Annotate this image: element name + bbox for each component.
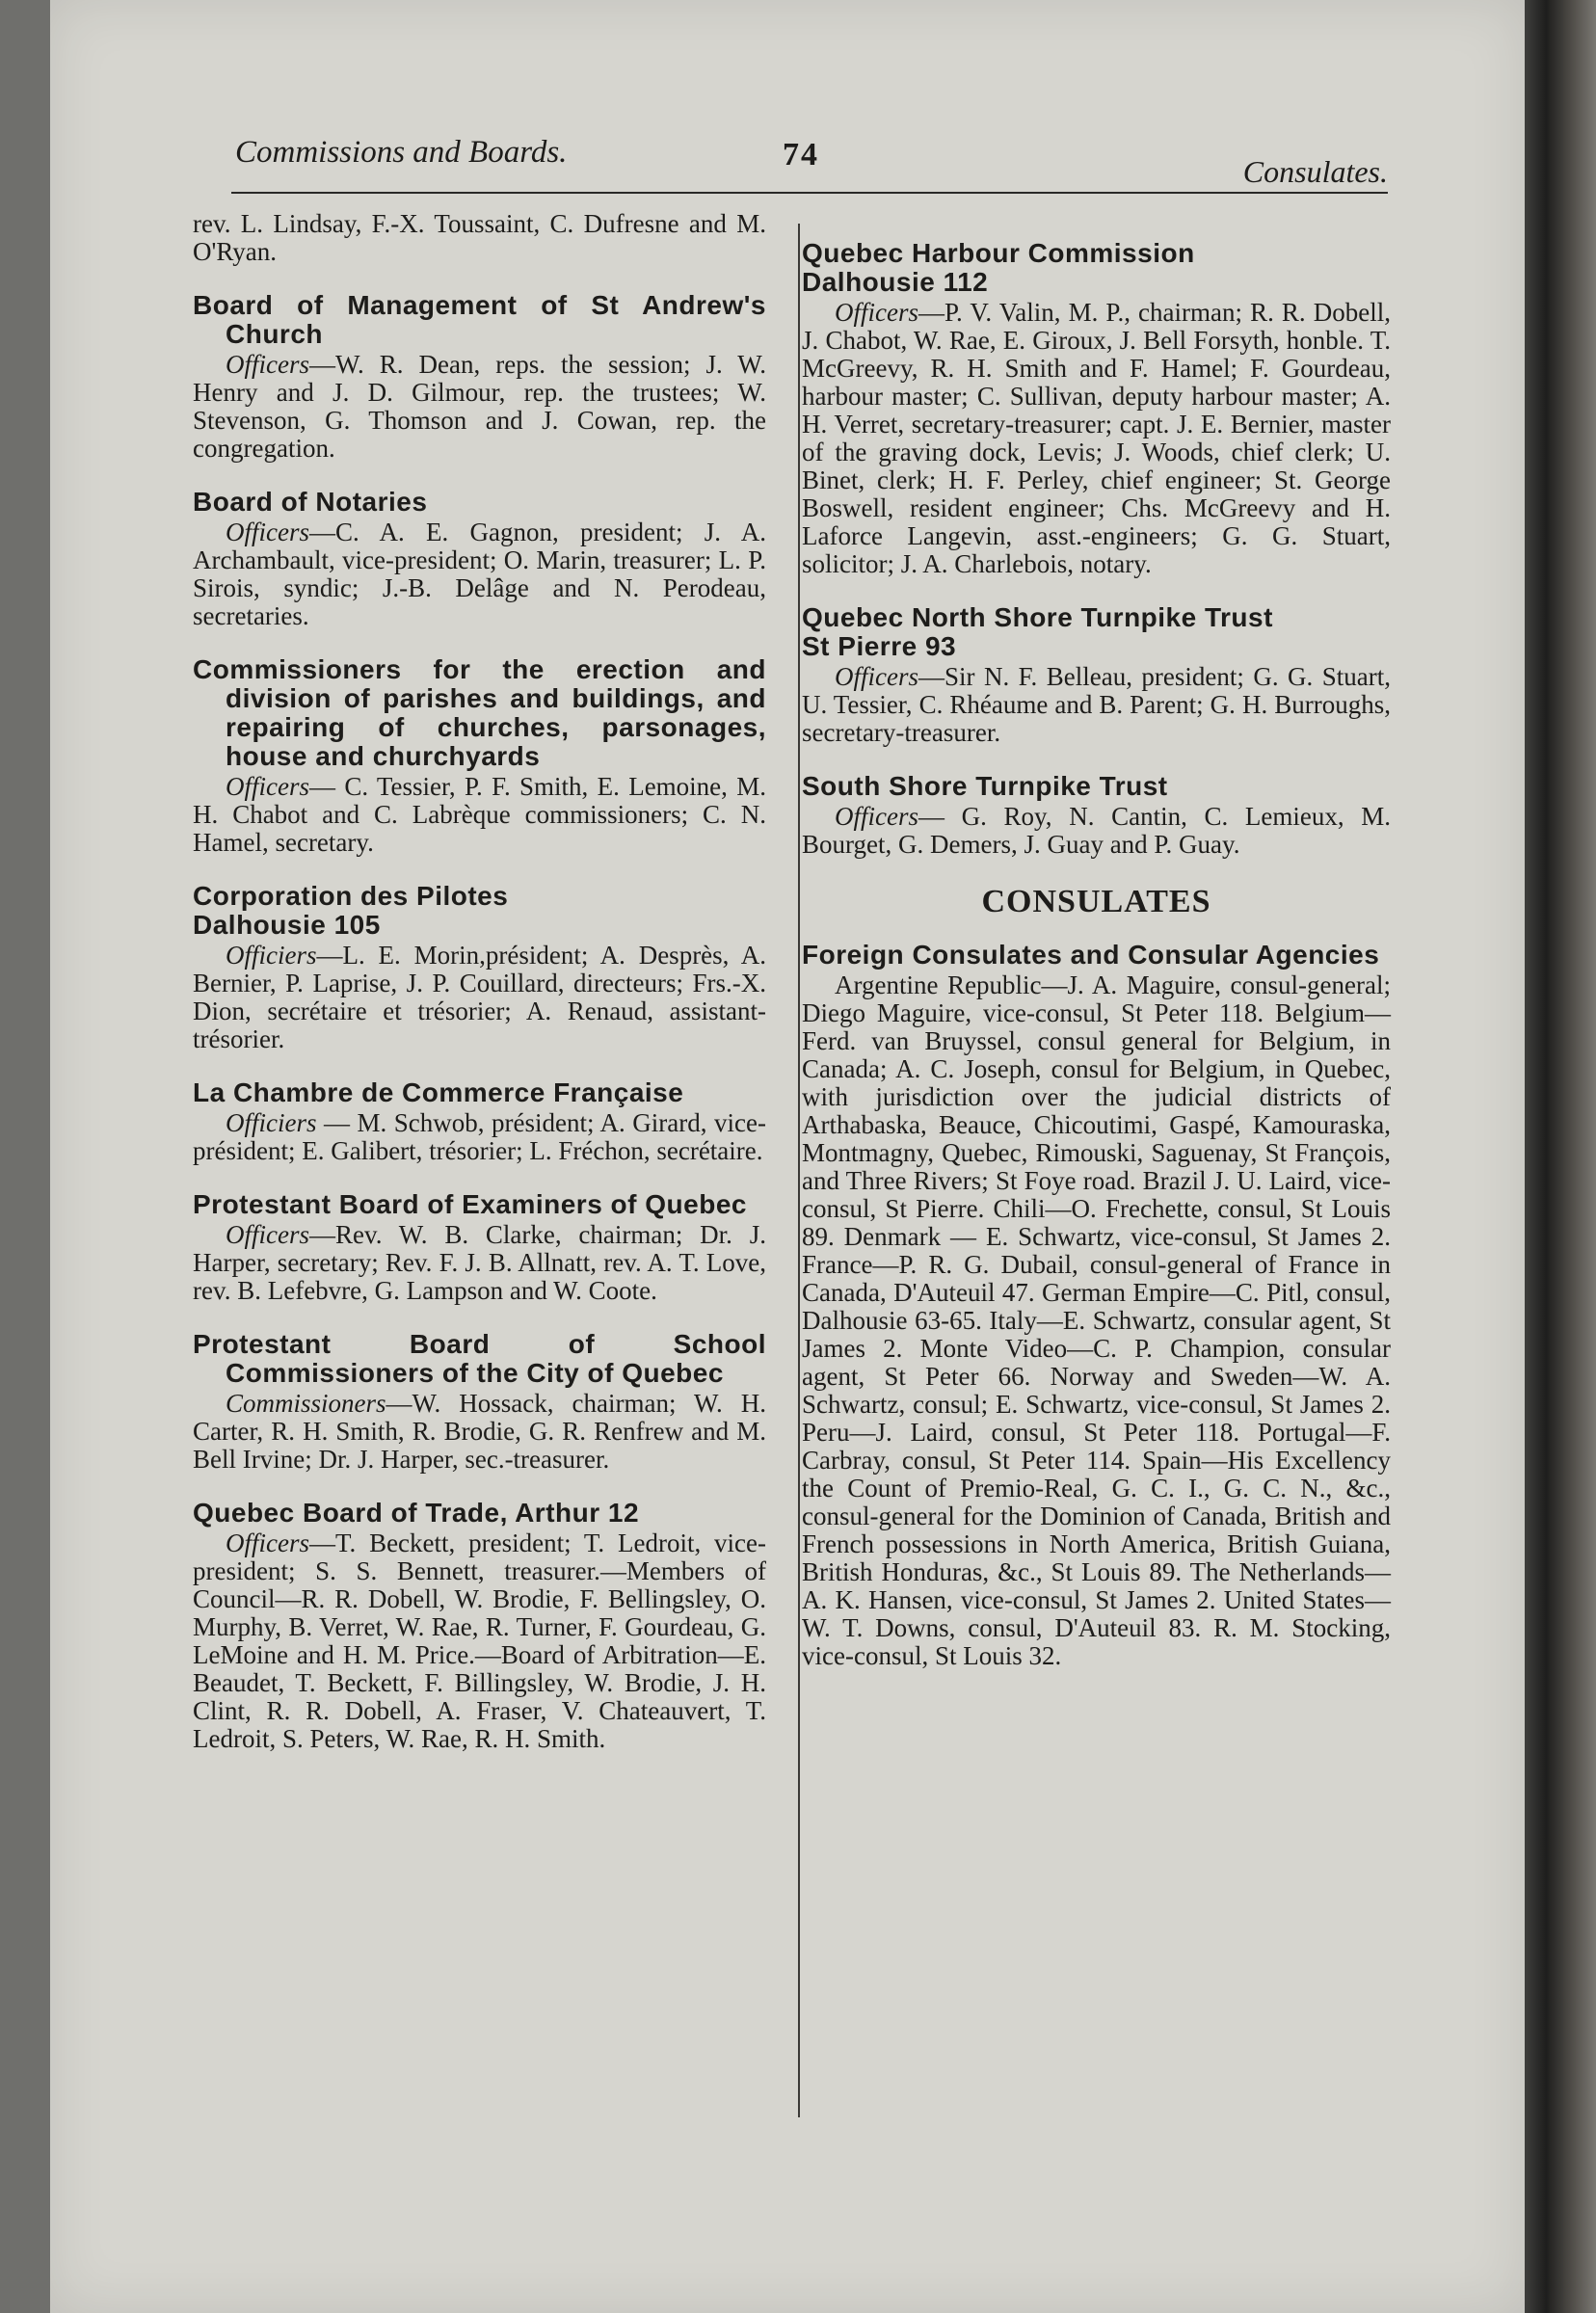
entry-label: Officiers <box>226 1108 317 1137</box>
entry-title: Board of Notaries <box>193 487 428 517</box>
entry-text: —L. E. Morin,président; A. Desprès, A. Bernier, P. Laprise, J. P. Couillard, directeurs; Frs.-X. Dion, secrétaire et trésorier; A. Renaud, assistant-trésorier. <box>193 941 766 1053</box>
entry-label: Officers <box>226 772 309 801</box>
entry-heading <box>802 772 1391 801</box>
entry-body <box>802 663 1391 747</box>
entry <box>193 291 766 463</box>
entry-body <box>193 1529 766 1753</box>
entry-title: Protestant Board of Examiners of Quebec <box>193 1189 747 1219</box>
left-column <box>193 210 766 1778</box>
consulates-text: Argentine Republic—J. A. Maguire, consul-general; Diego Maguire, vice-consul, St Peter 118. Belgium—Ferd. van Bruyssel, consul general for Belgium, in Canada; A. C. Joseph, consul for Belgium, in Quebec, with jurisdiction over the judicial districts of Arthabaska, Beauce, Chicoutimi, Gaspé, Kamouraska, Montmagny, Quebec, Rimouski, Saguenay, St François, and Three Rivers; St Foye road. Brazil J. U. Laird, vice-consul, St Pierre. Chili—O. Frechette, consul, St Louis 89. Denmark — E. Schwartz, vice-consul, St James 2. France—P. R. G. Dubail, consul-general of France in Canada, D'Auteuil 47. German Empire—C. Pitl, consul, Dalhousie 63-65. Italy—E. Schwartz, consular agent, St James 2. Monte Video—C. P. Champion, consular agent, St Peter 66. Norway and Sweden—W. A. Schwartz, consul; E. Schwartz, vice-consul, St James 2. Peru—J. Laird, consul, St Peter 118. Portugal—F. Carbray, consul, St Peter 114. Spain—His Excellency the Count of Premio-Real, G. C. I., G. C. N., &c., consul-general for the Dominion of Canada, British and French possessions in North America, British Guiana, British Honduras, &c., St Louis 89. The Netherlands—A. K. Hansen, vice-consul, St James 2. United States—W. T. Downs, consul, D'Auteuil 83. R. M. Stocking, vice-consul, St Louis 32. <box>802 970 1391 1670</box>
entry-title: Corporation des Pilotes <box>193 881 509 911</box>
continuation-text: rev. L. Lindsay, F.-X. Toussaint, C. Dufresne and M. O'Ryan. <box>193 209 766 266</box>
entry-text: — M. Schwob, président; A. Girard, vice-président; E. Galibert, trésorier; L. Fréchon, secrétaire. <box>193 1108 766 1165</box>
entry-heading <box>193 655 766 771</box>
entry-title: Board of Management of St Andrew's Church <box>193 290 766 349</box>
entry-heading <box>802 603 1391 661</box>
entry-title: Quebec North Shore Turnpike Trust <box>802 602 1273 632</box>
entry-label: Officers <box>835 662 918 691</box>
entry-address: Dalhousie 105 <box>193 910 381 940</box>
entry <box>802 239 1391 578</box>
entry <box>802 603 1391 747</box>
entry-text: — G. Roy, N. Cantin, C. Lemieux, M. Bourget, G. Demers, J. Guay and P. Guay. <box>802 802 1391 859</box>
entry-body <box>193 942 766 1053</box>
entry-label: Officers <box>835 298 918 327</box>
entry-text: —P. V. Valin, M. P., chairman; R. R. Dobell, J. Chabot, W. Rae, E. Giroux, J. Bell Forsyth, honble. T. McGreevy, R. H. Smith and F. Hamel; F. Gourdeau, harbour master; C. Sullivan, deputy harbour master; A. H. Verret, secretary-treasurer; capt. J. E. Bernier, master of the graving dock, Levis; J. Woods, chief clerk; U. Binet, clerk; H. F. Perley, chief engineer; St. George Boswell, resident engineer; Chs. McGreevy and H. Laforce Langevin, asst.-engineers; G. G. Stuart, solicitor; J. A. Charlebois, notary. <box>802 298 1391 578</box>
header-left-title: Commissions and Boards. <box>235 135 568 170</box>
entry-text: —W. R. Dean, reps. the session; J. W. Henry and J. D. Gilmour, rep. the trustees; W. Stevenson, G. Thomson and J. Cowan, rep. the congregation. <box>193 350 766 463</box>
entry <box>193 1330 766 1474</box>
entry-label: Officers <box>226 1529 309 1557</box>
entry <box>193 655 766 857</box>
entry-text: —T. Beckett, president; T. Ledroit, vice-president; S. S. Bennett, treasurer.—Members of Council—R. R. Dobell, W. Brodie, F. Bellingsley, O. Murphy, B. Verret, W. Rae, R. Turner, F. Gourdeau, G. LeMoine and H. M. Price.—Board of Arbitration—E. Beaudet, T. Beckett, F. Billingsley, W. Brodie, J. H. Clint, R. R. Dobell, A. Fraser, V. Chateauvert, T. Ledroit, S. Peters, W. Rae, R. H. Smith. <box>193 1529 766 1753</box>
entry-text: —W. Hossack, chairman; W. H. Carter, R. H. Smith, R. Brodie, G. R. Renfrew and M. Bell Irvine; Dr. J. Harper, sec.-treasurer. <box>193 1389 766 1474</box>
entry-body <box>193 518 766 630</box>
entry-address: St Pierre 93 <box>802 631 957 661</box>
entry-body <box>193 1109 766 1165</box>
entry-label: Officers <box>226 518 309 546</box>
section-title: CONSULATES <box>981 884 1211 919</box>
entry-body <box>802 299 1391 578</box>
entry <box>193 1078 766 1165</box>
entry-text: —Rev. W. B. Clarke, chairman; Dr. J. Harper, secretary; Rev. F. J. B. Allnatt, rev. A. T. Love, rev. B. Lefebvre, G. Lampson and W. Coote. <box>193 1220 766 1305</box>
entry-body <box>193 1221 766 1305</box>
entry-address: Dalhousie 112 <box>802 267 989 297</box>
entry-label: Officers <box>835 802 918 831</box>
entry-label: Commissioners <box>226 1389 386 1418</box>
entry-label: Officers <box>226 350 309 379</box>
header-right-title: Consulates. <box>1242 154 1388 189</box>
entry-heading <box>802 941 1391 970</box>
entry <box>193 1190 766 1305</box>
entry-body <box>193 351 766 463</box>
entry-body <box>193 1390 766 1474</box>
entry <box>193 488 766 630</box>
entry-heading <box>193 488 766 517</box>
entry-title: Quebec Harbour Commission <box>802 238 1195 268</box>
entry-heading <box>193 291 766 349</box>
entry-title: South Shore Turnpike Trust <box>802 771 1168 801</box>
entry-body <box>802 803 1391 859</box>
entry-text: — C. Tessier, P. F. Smith, E. Lemoine, M. H. Chabot and C. Labrèque commissioners; C. N. Hamel, secretary. <box>193 772 766 857</box>
entry-label: Officers <box>226 1220 309 1249</box>
entry-title: Foreign Consulates and Consular Agencies <box>802 940 1380 970</box>
entry-heading <box>193 1330 766 1388</box>
entry-heading <box>193 1499 766 1528</box>
entry-label: Officiers <box>226 941 317 970</box>
running-header <box>231 125 1388 193</box>
page-number: 74 <box>783 137 819 173</box>
entry <box>193 882 766 1053</box>
entry <box>193 1499 766 1753</box>
entry <box>802 772 1391 859</box>
header-rule <box>231 192 1388 194</box>
entry-title: Quebec Board of Trade, Arthur 12 <box>193 1498 640 1528</box>
right-column <box>779 239 1391 1695</box>
consulates-entry <box>802 941 1391 1670</box>
entry-text: —Sir N. F. Belleau, president; G. G. Stuart, U. Tessier, C. Rhéaume and B. Parent; G. H. Burroughs, secretary-treasurer. <box>802 662 1391 747</box>
entry-text: —C. A. E. Gagnon, president; J. A. Archambault, vice-president; O. Marin, treasurer; L. P. Sirois, syndic; J.-B. Delâge and N. Perodeau, secretaries. <box>193 518 766 630</box>
entry-heading <box>193 882 766 940</box>
entry-heading <box>193 1078 766 1107</box>
entry-title: La Chambre de Commerce Française <box>193 1077 684 1107</box>
entry-heading <box>193 1190 766 1219</box>
entry-body <box>193 773 766 857</box>
entry-title: Protestant Board of School Commissioners of the City of Quebec <box>193 1329 766 1388</box>
book-spine <box>1525 0 1596 2313</box>
entry-title: Commissioners for the erection and division of parishes and buildings, and repairing of churches, parsonages, house and churchyards <box>193 654 766 771</box>
entry-heading <box>802 239 1391 297</box>
